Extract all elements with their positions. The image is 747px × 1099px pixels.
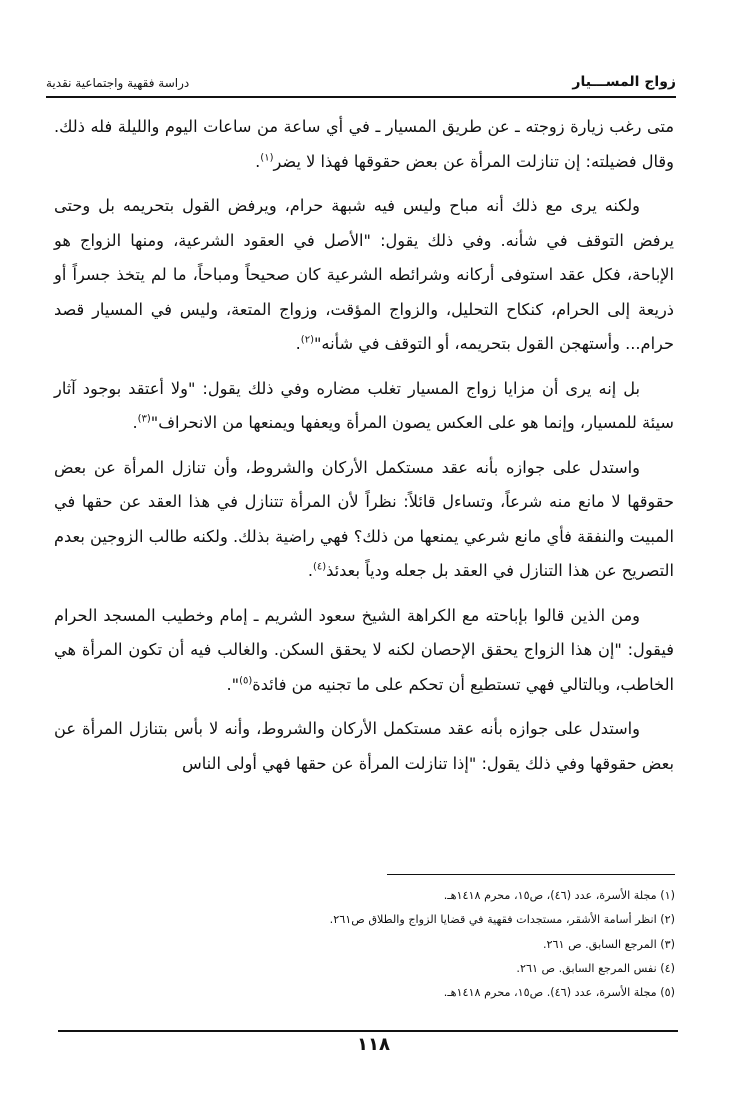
running-header	[46, 70, 676, 98]
footnote: (٣) المرجع السابق. ص ٢٦١.	[542, 937, 675, 951]
footnote-ref: (٣)	[137, 413, 151, 425]
footer-rule	[58, 1030, 678, 1032]
footnote-ref: (٤)	[312, 561, 327, 573]
footnote-ref: (١)	[260, 152, 274, 164]
footnote-separator	[387, 874, 675, 875]
paragraph: ومن الذين قالوا بإباحته مع الكراهة الشيخ سعود الشريم ـ إمام وخطيب المسجد الحرام فيقول: "إن هذا الزواج يحقق الإحصان لكنه لا يحقق السكن. والغالب فيه أن تكون المرأة هي الخاطب، وبالتالي فهي تستطيع أن تحكم على ما تجنيه من فائدة$^{(٥)}$".	[54, 605, 674, 694]
book-subtitle: دراسة فقهية واجتماعية نقدية	[46, 76, 190, 90]
footnote: (٥) مجلة الأسرة، عدد (٤٦). ص١٥، محرم ١٤١٨هـ.	[443, 986, 675, 1000]
paragraph: متى رغب زيارة زوجته ـ عن طريق المسيار ـ في أي ساعة من ساعات اليوم والليلة فله ذلك. وقال فضيلته: إن تنازلت المرأة عن بعض حقوقها فهذا لا يضر$^{(١)}$.	[54, 117, 674, 171]
paragraph: ولكنه يرى مع ذلك أنه مباح وليس فيه شبهة حرام، ويرفض القول بتحريمه بل وحتى يرفض التوقف في شأنه. وفي ذلك يقول: "الأصل في العقود الشرعية، ومنها الزواج هو الإباحة، فكل عقد استوفى أركانه وشرائطه الشرعية كان صحيحاً ومباحاً، ما لم يتخذ جسراً أو ذريعة إلى الحرام، كنكاح التحليل، والزواج المؤقت، وزواج المتعة، وليس في المسيار قصد حرام... وأستهجن القول بتحريمه، أو التوقف في شأنه"$^{(٢)}$.	[54, 196, 674, 353]
footnote-ref: (٢)	[300, 334, 314, 346]
footnote: (١) مجلة الأسرة، عدد (٤٦)، ص١٥، محرم ١٤١٨هـ.	[443, 889, 675, 902]
header-rule	[46, 96, 676, 98]
footnote: (٤) نفس المرجع السابق. ص ٢٦١.	[516, 961, 675, 975]
paragraph: واستدل على جوازه بأنه عقد مستكمل الأركان والشروط، وأنه لا بأس بتنازل المرأة عن بعض حقوقها وفي ذلك يقول: "إذا تنازلت المرأة عن حقها فهي أولى الناس	[54, 719, 674, 773]
paragraph: بل إنه يرى أن مزايا زواج المسيار تغلب مضاره وفي ذلك يقول: "ولا أعتقد بوجود آثار سيئة للمسيار، وإنما هو على العكس يصون المرأة ويعفها ويمنعها من الانحراف"$^{(٣)}$.	[54, 378, 674, 432]
footnotes	[75, 884, 675, 1005]
footnote-ref: (٥)	[239, 675, 253, 687]
footnote: (٢) انظر أسامة الأشقر، مستجدات فقهية في قضايا الزواج والطلاق ص٢٦١.	[329, 913, 675, 927]
page-number: ١١٨	[357, 1034, 390, 1055]
body-text	[54, 110, 674, 791]
paragraph: واستدل على جوازه بأنه عقد مستكمل الأركان والشروط، وأن تنازل المرأة عن بعض حقوقها لا مانع منه شرعاً، وتساءل قائلاً: نظراً لأن المرأة تتنازل في هذا العقد عن حقها في المبيت والنفقة فأي مانع شرعي يمنعها من ذلك؟ فهي راضية بذلك. ولكنه طالب الزوجين بعدم التصريح عن هذا التنازل في العقد بل جعله ودياً بعدئذ$^{(٤)}$.	[54, 457, 674, 580]
book-title: زواج المســـيار	[572, 74, 676, 90]
